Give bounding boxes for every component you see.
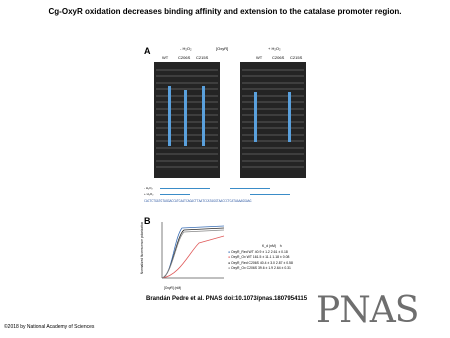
lane-label-c215s-left: C215S [196, 55, 209, 60]
oxyr-marker-label: [OxyR] [216, 46, 229, 51]
binding-plot [154, 218, 226, 284]
figure [140, 38, 340, 308]
plot-ylabel: Normalized fluorescence polarization [140, 221, 145, 275]
table-row: ● OxyR_Red C206S 40.4 ± 3.0 2.87 ± 0.58 [228, 260, 293, 265]
left-condition-label: - H₂O₂ [180, 46, 192, 51]
lane-label-c215s-right: C215S [290, 55, 303, 60]
seq-row-label-minus: - H₂O₂ [144, 186, 153, 190]
panel-a-letter: A [144, 46, 151, 56]
kd-header: K_d (nM) [262, 244, 276, 248]
right-condition-label: + H₂O₂ [268, 46, 281, 51]
curve-red-c206s [162, 228, 224, 278]
lane-label-wt-right: WT [256, 55, 263, 60]
figure-title: Cg-OxyR oxidation decreases binding affinity and extension to the catalase promoter region. [48, 7, 402, 16]
promoter-sequence: CACTCTGATGTAGGACCATCAATCAGACTTAATCCATAGGTAACCCTCATAAAAGGAAG [144, 199, 252, 203]
kd-table [228, 244, 293, 272]
seq-line-minus-2 [230, 188, 270, 189]
table-row: ● OxyR_Red WT 40.9 ± 1.2 2.61 ± 0.18 [228, 249, 288, 254]
gel-right [240, 62, 306, 178]
lane-label-c206s-left: C206S [178, 55, 191, 60]
curve-ox-c206s [162, 230, 224, 278]
curve-ox-wt [162, 236, 224, 278]
copyright: ©2018 by National Academy of Sciences [4, 324, 95, 330]
h-header: h [279, 244, 282, 248]
panel-b-letter: B [144, 216, 151, 226]
table-row: ● OxyR_Ox C206S 39.6 ± 1.9 2.64 ± 0.31 [228, 266, 291, 270]
seq-line-minus-1 [160, 188, 210, 189]
citation: Brandán Pedre et al. PNAS doi:10.1073/pnas.1807954115 [146, 296, 308, 302]
lane-label-wt-left: WT [162, 55, 169, 60]
gel-left [154, 62, 220, 178]
lane-label-c206s-right: C206S [272, 55, 285, 60]
pnas-logo: PNAS [316, 290, 419, 331]
seq-line-plus-2 [250, 194, 290, 195]
seq-line-plus-1 [160, 194, 190, 195]
plot-xlabel: [OxyR] (nM) [164, 286, 182, 290]
seq-row-label-plus: + H₂O₂ [144, 192, 154, 196]
table-row: ● OxyR_Ox WT 161.5 ± 11.1 1.18 ± 0.08 [228, 255, 290, 259]
curve-red-wt [162, 226, 224, 278]
